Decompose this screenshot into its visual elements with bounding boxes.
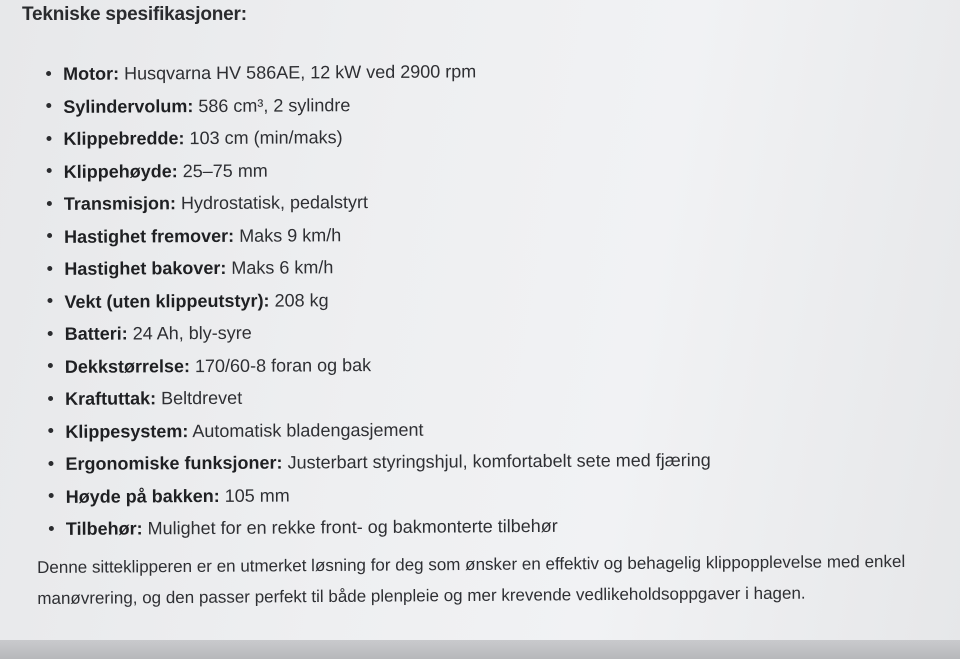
spec-item-motor <box>46 54 708 91</box>
bullet-icon <box>48 363 53 368</box>
spec-item-cutting-width <box>46 119 708 156</box>
spec-item-accessories <box>49 509 711 546</box>
spec-item-cutting-system <box>48 411 710 448</box>
bottom-edge-bar <box>0 640 960 659</box>
spec-value: 170/60-8 foran og bak <box>194 354 372 376</box>
bullet-icon <box>47 298 52 303</box>
spec-value: 24 Ah, bly-syre <box>132 322 252 344</box>
bullet-icon <box>47 233 52 238</box>
spec-value: 103 cm (min/maks) <box>189 127 343 149</box>
spec-label: Transmisjon: <box>63 193 176 214</box>
spec-item-tire-size <box>48 346 710 383</box>
bullet-icon <box>48 396 53 401</box>
spec-label: Dekkstørrelse: <box>64 355 191 377</box>
spec-item-forward-speed <box>47 216 709 253</box>
spec-value: 586 cm³, 2 sylindre <box>198 94 351 116</box>
bullet-icon <box>46 103 51 108</box>
spec-item-transmission <box>47 184 709 221</box>
spec-label: Hastighet bakover: <box>64 257 227 279</box>
spec-item-weight <box>47 281 709 318</box>
spec-value: Mulighet for en rekke front- og bakmonterte tilbehør <box>147 515 558 539</box>
spec-value: 25–75 mm <box>182 160 268 181</box>
spec-list <box>46 54 711 546</box>
spec-value: Automatisk bladengasjement <box>192 419 424 441</box>
bullet-icon <box>47 168 52 173</box>
spec-label: Motor: <box>63 63 120 84</box>
bullet-icon <box>47 266 52 271</box>
spec-item-cutting-height <box>47 151 709 188</box>
spec-label: Tilbehør: <box>65 518 143 539</box>
spec-value: Justerbart styringshjul, komfortabelt sete med fjæring <box>287 449 711 473</box>
description-paragraph: Denne sitteklipperen er en utmerket løsning for deg som ønsker en effektiv og behagelig klippopplevelse med enkel manøvrering, og den passer perfekt til både plenpleie og mer krevende vedlikeholdsoppgaver i hagen. <box>37 551 906 608</box>
spec-value: Husqvarna HV 586AE, 12 kW ved 2900 rpm <box>124 61 477 84</box>
spec-label: Batteri: <box>64 323 128 344</box>
spec-label: Sylindervolum: <box>63 95 194 117</box>
bullet-icon <box>48 428 53 433</box>
spec-value: Maks 9 km/h <box>239 224 342 246</box>
bullet-icon <box>49 493 54 498</box>
bullet-icon <box>46 71 51 76</box>
spec-label: Vekt (uten klippeutstyr): <box>64 290 270 312</box>
bullet-icon <box>46 136 51 141</box>
spec-item-displacement <box>46 86 708 123</box>
spec-value: Maks 6 km/h <box>231 257 334 278</box>
spec-label: Hastighet fremover: <box>64 225 235 247</box>
bullet-icon <box>47 201 52 206</box>
spec-value: 208 kg <box>274 289 329 311</box>
section-heading: Tekniske spesifikasjoner: <box>22 4 247 25</box>
spec-label: Høyde på bakken: <box>65 485 220 507</box>
spec-label: Kraftuttak: <box>65 388 157 409</box>
bullet-icon <box>48 331 53 336</box>
bullet-icon <box>48 461 53 466</box>
bullet-icon <box>49 526 54 531</box>
spec-value: 105 mm <box>224 485 290 506</box>
spec-label: Ergonomiske funksjoner: <box>65 452 283 474</box>
spec-item-pto <box>48 379 710 416</box>
spec-item-ergonomics <box>48 444 710 481</box>
spec-value: Beltdrevet <box>161 387 243 409</box>
spec-item-battery <box>48 314 710 351</box>
spec-item-ground-clearance <box>49 476 711 513</box>
spec-label: Klippebredde: <box>63 128 185 149</box>
spec-label: Klippehøyde: <box>63 160 178 182</box>
spec-label: Klippesystem: <box>65 420 189 442</box>
spec-value: Hydrostatisk, pedalstyrt <box>180 192 369 214</box>
spec-item-reverse-speed <box>47 249 709 286</box>
